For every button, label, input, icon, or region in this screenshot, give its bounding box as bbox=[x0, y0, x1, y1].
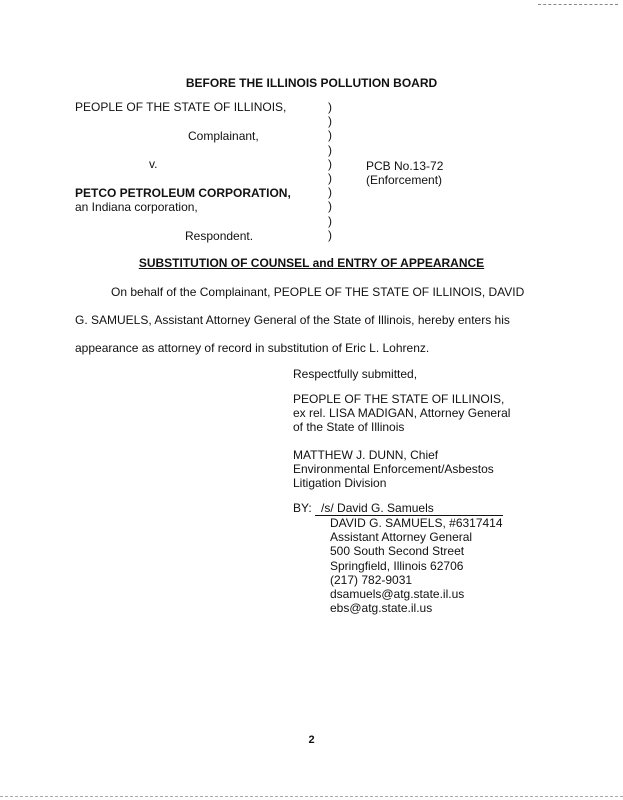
attorney-block bbox=[330, 516, 503, 615]
paren-1: ) bbox=[328, 100, 332, 114]
attorney-line-6: dsamuels@atg.state.il.us bbox=[330, 587, 465, 602]
sig-ag-line-1: PEOPLE OF THE STATE OF ILLINOIS, bbox=[293, 392, 505, 406]
attorney-line-1: DAVID G. SAMUELS, #6317414 bbox=[330, 516, 503, 530]
paren-8: ) bbox=[328, 199, 332, 214]
complainant-party: PEOPLE OF THE STATE OF ILLINOIS, bbox=[75, 100, 287, 114]
paren-7: ) bbox=[328, 185, 332, 200]
document-title: BEFORE THE ILLINOIS POLLUTION BOARD bbox=[185, 76, 438, 90]
attorney-line-4: Springfield, Illinois 62706 bbox=[330, 558, 464, 573]
sig-div-line-3: Litigation Division bbox=[293, 476, 387, 491]
respondent-role: Respondent. bbox=[185, 229, 254, 243]
attorney-line-7: ebs@atg.state.il.us bbox=[330, 601, 433, 616]
body-line-1: On behalf of the Complainant, PEOPLE OF THE STATE OF ILLINOIS, DAVID bbox=[111, 285, 525, 299]
paren-10: ) bbox=[328, 227, 332, 242]
signature-block-ag bbox=[293, 392, 510, 435]
versus-label: v. bbox=[149, 157, 158, 171]
sig-ag-line-2: ex rel. LISA MADIGAN, Attorney General bbox=[293, 406, 511, 421]
attorney-line-5: (217) 782-9031 bbox=[330, 572, 413, 587]
sig-div-line-2: Environmental Enforcement/Asbestos bbox=[293, 462, 494, 477]
paren-2: ) bbox=[328, 114, 332, 129]
paren-6: ) bbox=[328, 170, 332, 185]
scan-edge-bottom bbox=[0, 796, 623, 798]
scan-edge-top bbox=[538, 4, 618, 6]
paren-3: ) bbox=[328, 128, 332, 143]
case-number: PCB No.13-72 bbox=[366, 159, 444, 173]
respondent-description: an Indiana corporation, bbox=[75, 200, 198, 214]
by-label: BY: bbox=[293, 501, 312, 515]
electronic-signature: /s/ David G. Samuels bbox=[315, 501, 503, 516]
complainant-role: Complainant, bbox=[188, 129, 259, 143]
closing-text: Respectfully submitted, bbox=[293, 367, 418, 381]
body-line-3: appearance as attorney of record in substitution of Eric L. Lohrenz. bbox=[75, 341, 430, 355]
paren-4: ) bbox=[328, 142, 332, 157]
sig-div-line-1: MATTHEW J. DUNN, Chief bbox=[293, 448, 439, 462]
body-line-2: G. SAMUELS, Assistant Attorney General of the State of Illinois, hereby enters his bbox=[75, 313, 510, 327]
page-number: 2 bbox=[308, 734, 315, 746]
by-line bbox=[293, 501, 503, 516]
signature-block-division bbox=[293, 448, 494, 491]
case-type: (Enforcement) bbox=[366, 173, 443, 187]
attorney-line-2: Assistant Attorney General bbox=[330, 530, 473, 545]
caption-parentheses bbox=[328, 100, 336, 242]
attorney-line-3: 500 South Second Street bbox=[330, 544, 465, 559]
paren-5: ) bbox=[328, 156, 332, 171]
respondent-party: PETCO PETROLEUM CORPORATION, bbox=[75, 186, 291, 200]
document-heading: SUBSTITUTION OF COUNSEL and ENTRY OF APPEARANCE bbox=[138, 256, 485, 270]
paren-9: ) bbox=[328, 213, 332, 228]
sig-ag-line-3: of the State of Illinois bbox=[293, 420, 405, 435]
